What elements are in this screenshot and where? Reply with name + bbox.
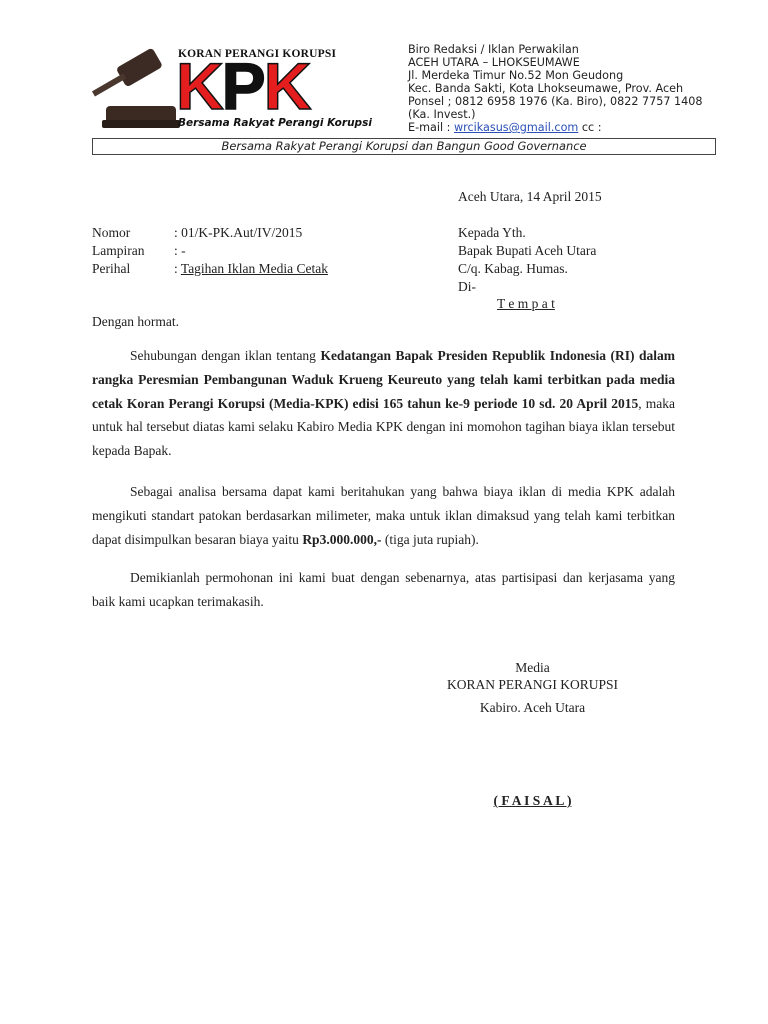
contact-line: ACEH UTARA – LHOKSEUMAWE [408,56,580,69]
email-suffix: cc : [578,121,602,134]
p1-bold: Kedatangan Bapak Presiden Republik Indonesia (RI) dalam rangka Peresmian Pembangunan Waduk Krueng Keureuto yang telah kami terbitkan pada media cetak Koran Perangi Korupsi (Media-KPK) edisi 165 tahun ke-9 periode 10 sd. 20 April 2015 [92,348,675,411]
contact-line: (Ka. Invest.) [408,108,476,121]
contact-line: Biro Redaksi / Iklan Perwakilan [408,43,579,56]
signature-line: Media [515,660,550,675]
email-line [408,121,703,134]
signature-block [400,659,665,809]
signature-line: KORAN PERANGI KORUPSI [446,677,619,692]
p2-text-end: (tiga juta rupiah). [381,531,479,547]
signatory-name: ( F A I S A L ) [493,793,572,808]
body-paragraph-3 [92,566,675,614]
p1-text: Sehubungan dengan iklan tentang [130,348,321,363]
perihal-prefix: : [174,261,181,276]
body-paragraph-1 [92,344,675,463]
recipient-line: C/q. Kabag. Humas. [458,261,568,276]
p3-text: Demikianlah permohonan ini kami buat dengan sebenarnya, atas partisipasi dan kerjasama yang baik kami ucapkan terimakasih. [92,570,675,609]
meta-perihal-value [174,261,328,277]
email-label: E-mail : [408,121,454,134]
meta-nomor-value: : 01/K-PK.Aut/IV/2015 [174,225,303,240]
meta-nomor-label: Nomor [92,225,131,240]
email-link[interactable]: wrcikasus@gmail.com [453,121,579,134]
logo-kpk-text: KPK [176,49,310,123]
p2-amount: Rp3.000.000,- [302,531,382,547]
recipient-place: T e m p a t [497,296,555,311]
motto-banner: Bersama Rakyat Perangi Korupsi dan Bangun Good Governance [92,138,716,155]
gavel-icon [92,44,182,134]
logo-top-text: KORAN PERANGI KORUPSI [178,48,337,60]
contact-line: Ponsel ; 0812 6958 1976 (Ka. Biro), 0822 7757 1408 [408,95,703,108]
meta-lampiran-value: : - [174,243,186,258]
meta-lampiran-label: Lampiran [92,243,145,258]
recipient-line: Kepada Yth. [458,225,526,240]
meta-perihal-label: Perihal [92,261,131,276]
signature-line: Kabiro. Aceh Utara [479,700,586,715]
greeting: Dengan hormat. [92,314,179,329]
recipient-line: Bapak Bupati Aceh Utara [458,243,597,258]
letter-date: Aceh Utara, 14 April 2015 [458,189,602,204]
contact-info [408,43,703,134]
recipient-line: Di- [458,279,476,294]
logo-tagline: Bersama Rakyat Perangi Korupsi [178,117,372,129]
contact-line: Jl. Merdeka Timur No.52 Mon Geudong [408,69,624,82]
p2-text: Sebagai analisa bersama dapat kami beritahukan yang bahwa biaya iklan di media KPK adalah mengikuti standart patokan berdasarkan milimeter, maka untuk iklan dimaksud yang telah kami terbitkan dapat disimpulkan besaran biaya yaitu [92,484,675,547]
body-paragraph-2 [92,480,675,551]
contact-line: Kec. Banda Sakti, Kota Lhokseumawe, Prov. Aceh [408,82,684,95]
p1-text-end: , maka untuk hal tersebut diatas kami selaku Kabiro Media KPK dengan ini momohon tagihan biaya iklan tersebut kepada Bapak. [92,395,675,459]
perihal-text: Tagihan Iklan Media Cetak [180,261,329,276]
